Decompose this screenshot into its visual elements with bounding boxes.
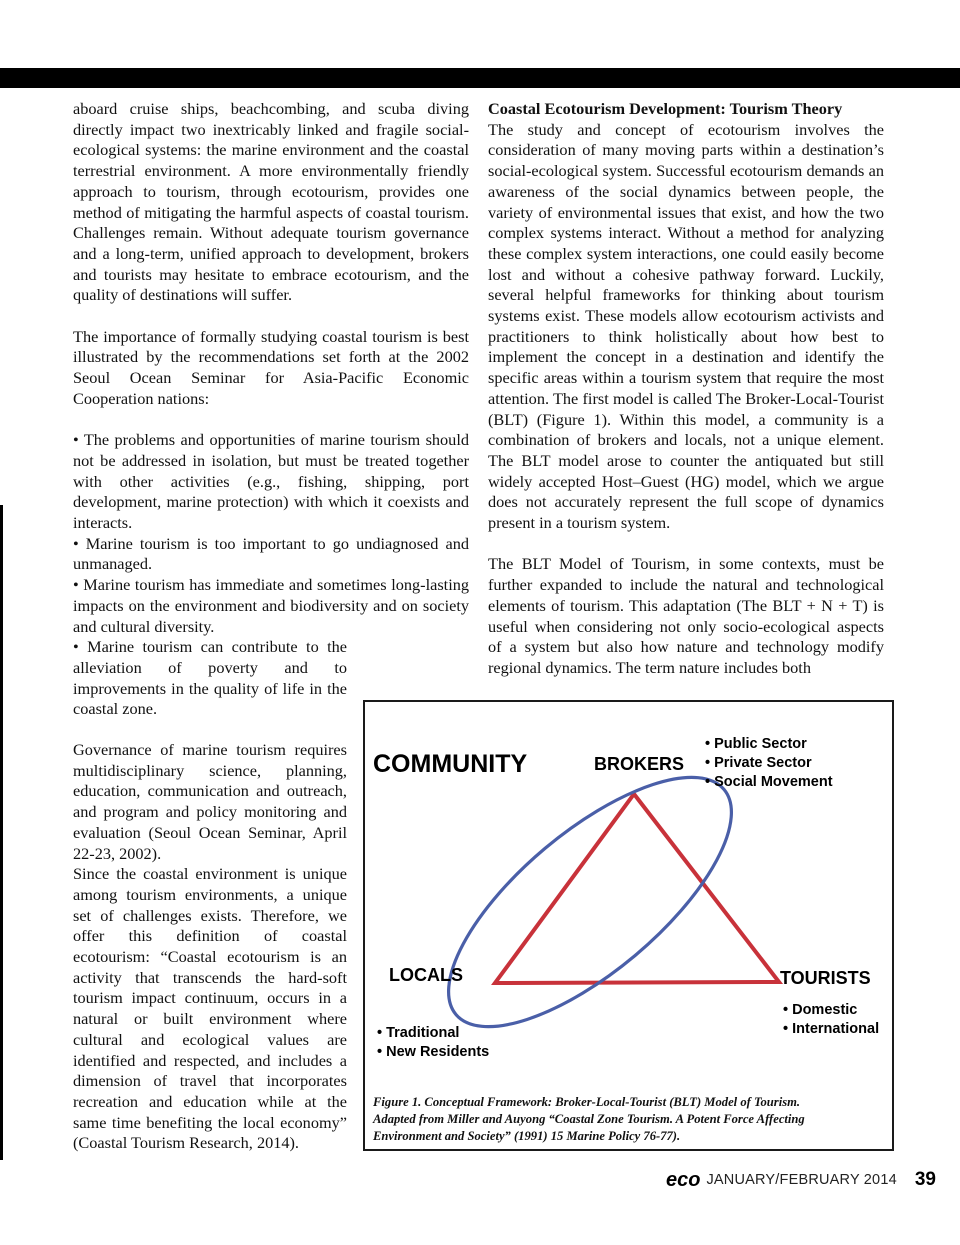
blt-diagram (365, 702, 892, 1149)
bullet-item: • Marine tourism is too important to go undiagnosed and unmanaged. (73, 533, 469, 574)
eco-logo: eco (666, 1168, 701, 1191)
tourists-item: • Domestic (783, 1002, 858, 1018)
blt-paragraph: The BLT Model of Tourism, in some contexts, must be further expanded to include the natural and technological elements of tourism. This adaptation (The BLT + N + T) is useful when considering not only socio-ecological aspects of a system but also how nature and technology modify regional dynamics. The term nature includes both (488, 554, 884, 677)
caption-line: Adapted from Miller and Auyong “Coastal Zone Tourism. A Potent Force Affecting (373, 1112, 805, 1126)
top-black-bar (0, 68, 960, 88)
community-label: COMMUNITY (373, 750, 528, 778)
left-margin-rule (0, 505, 3, 1160)
page-footer (666, 1166, 936, 1194)
blt-figure (363, 700, 894, 1151)
governance-paragraph: Governance of marine tourism requires multidisciplinary science, planning, education, communication and outreach, and program and policy monitoring and evaluation (Seoul Ocean Seminar, April 22-23, 2002). (73, 740, 347, 863)
tourists-label: TOURISTS (780, 968, 871, 988)
figure-caption (373, 1094, 883, 1145)
theory-paragraph: The study and concept of ecotourism involves the consideration of many moving parts within a destination’s social-ecological system. Successful ecotourism demands an awareness of the social dynamics between people, the variety of environmental issues that exist, and how the two complex systems interact. Without a method for analyzing these complex system interactions, one could easily become lost and without a cohesive pathway forward. Luckily, several helpful frameworks for thinking about tourism systems exist. These models allow ecotourism activists and practitioners to think holistically about how best to implement the concept in a destination and identify the specific areas within a tourism system that require the most attention. The first model is called The Broker-Local-Tourist (BLT) (Figure 1). Within this model, a community is a combination of brokers and locals, not a unique element. The BLT model arose to counter the antiquated but still widely accepted Host–Guest (HG) model, which we argue does not accurately represent the full scope of dynamics present in a tourism system. (488, 119, 884, 533)
bullet-item: • Marine tourism can contribute to the alleviation of poverty and to improvements in the quality of life in the coastal zone. (73, 637, 347, 719)
issue-date: JANUARY/FEBRUARY 2014 (706, 1172, 897, 1188)
caption-line: Environment and Society” (1991) 15 Marine Policy 76-77). (373, 1129, 681, 1143)
page-number: 39 (914, 1169, 936, 1190)
brokers-item: • Private Sector (705, 755, 812, 771)
intro-paragraph: aboard cruise ships, beachcombing, and scuba diving directly impact two inextricably linked and fragile social-ecological systems: the marine environment and the coastal terrestrial environment. A more environmentally friendly approach to tourism, through ecotourism, provides one method of mitigating the harmful aspects of coastal tourism. Challenges remain. Without adequate tourism governance and a long-term, unified approach to development, brokers and tourists may hesitate to embrace ecotourism, and the quality of destinations will suffer. (73, 99, 469, 305)
bullet-item: • Marine tourism has immediate and sometimes long-lasting impacts on the environment and biodiversity and on society and cultural diversity. (73, 575, 469, 636)
locals-item: • Traditional (377, 1025, 460, 1041)
left-column-bottom (73, 740, 347, 1154)
left-column-top (73, 99, 469, 720)
brokers-label: BROKERS (594, 754, 685, 774)
section-heading: Coastal Ecotourism Development: Tourism Theory (488, 99, 843, 118)
brokers-item: • Public Sector (705, 736, 807, 752)
caption-line: Figure 1. Conceptual Framework: Broker-Local-Tourist (BLT) Model of Tourism. (373, 1095, 801, 1109)
locals-item: • New Residents (377, 1044, 490, 1060)
importance-paragraph: The importance of formally studying coastal tourism is best illustrated by the recommendations set forth at the 2002 Seoul Ocean Seminar for Asia-Pacific Economic Cooperation nations: (73, 326, 469, 408)
definition-paragraph: Since the coastal environment is unique among tourism environments, a unique set of challenges exists. Therefore, we offer this definition of coastal ecotourism: “Coastal ecotourism is an activity that transcends the hard-soft tourism impact continuum, occurs in a natural or built environment where cultural and ecological values are identified and respected, and includes a dimension of travel that incorporates recreation and education while at the same time benefiting the local economy” (Coastal Tourism Research, 2014). (73, 864, 347, 1153)
locals-label: LOCALS (389, 965, 463, 985)
brokers-item: • Social Movement (705, 774, 833, 790)
tourists-item: • International (783, 1021, 880, 1037)
right-column (488, 99, 884, 679)
bullet-item: • The problems and opportunities of marine tourism should not be addressed in isolation, but must be treated together with other activities (e.g., fishing, shipping, port development, marine protection) with which it coexists and interacts. (73, 430, 469, 533)
